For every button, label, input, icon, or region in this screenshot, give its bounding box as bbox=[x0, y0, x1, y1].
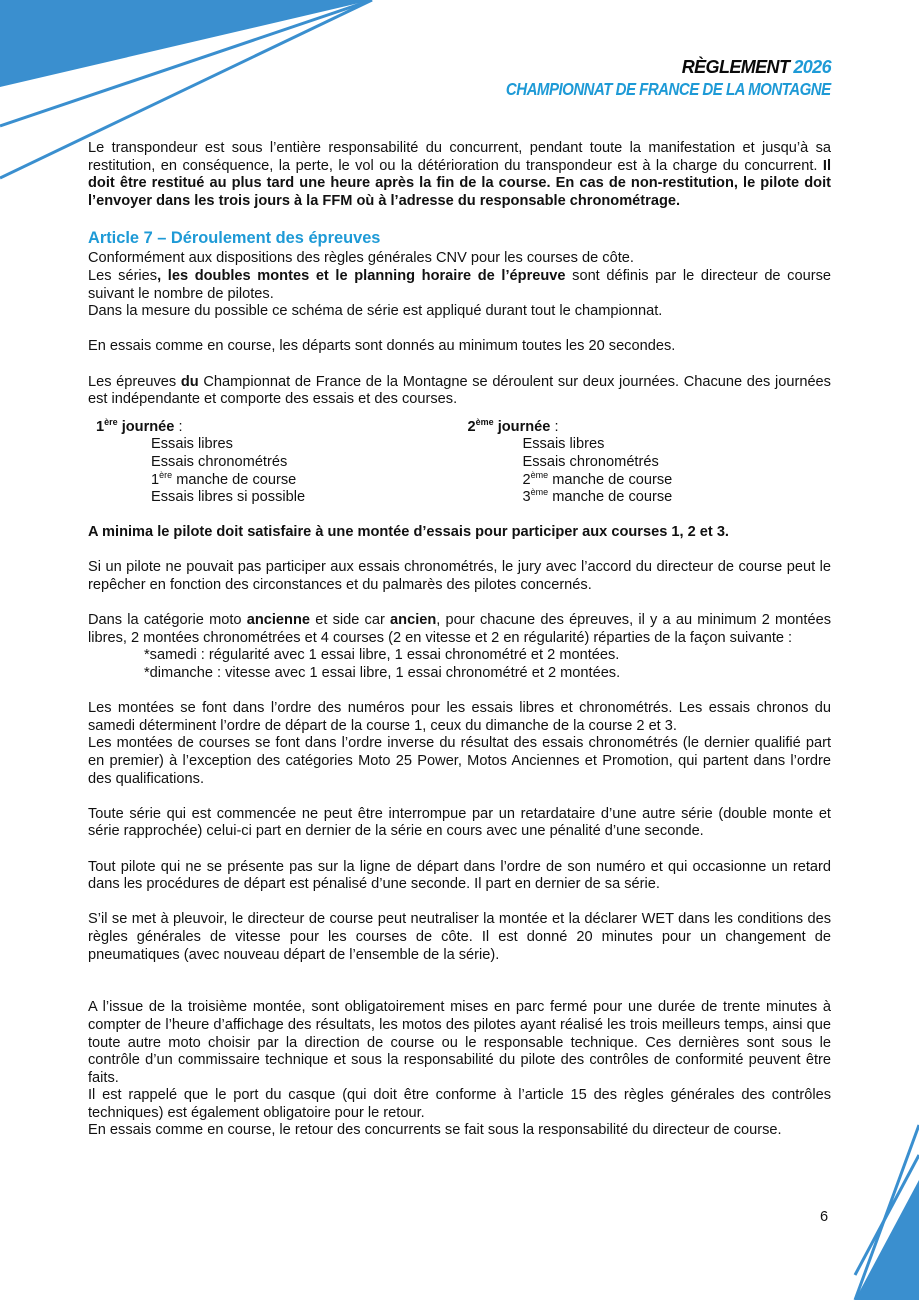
ordinal-suffix: ère bbox=[159, 469, 173, 480]
day-item bbox=[460, 469, 832, 490]
bottom-right-decoration bbox=[850, 1120, 919, 1300]
ordinal-suffix: ème bbox=[475, 416, 494, 427]
paragraph-series bbox=[88, 268, 831, 303]
ordinal-suffix: ère bbox=[104, 416, 118, 427]
document-body bbox=[88, 140, 831, 1140]
day-item: Essais chronométrés bbox=[151, 453, 288, 470]
text: et side car bbox=[310, 612, 391, 629]
header-title-year: 2026 bbox=[793, 57, 831, 77]
text: Dans la catégorie moto bbox=[88, 612, 247, 629]
paragraph-ordre-courses: Les montées de courses se font dans l’ordre inverse du résultat des essais chronométrés (le dernier qualifié part en premier) à l’exception des catégories Moto 25 Power, Motos Anciennes et Promotion, qui partent dans l’ordre des qualifications. bbox=[88, 735, 831, 787]
paragraph-ancienne bbox=[88, 612, 831, 647]
paragraph-epreuves bbox=[88, 374, 831, 409]
paragraph-schema: Dans la mesure du possible ce schéma de série est appliqué durant tout le championnat. bbox=[88, 303, 663, 320]
decoration-triangle bbox=[855, 1180, 919, 1300]
day-item bbox=[88, 469, 460, 490]
bold-text: ancienne bbox=[246, 612, 310, 629]
paragraph-serie: Toute série qui est commencée ne peut être interrompue par un retardataire d’une autre série (double monte et série rapprochée) celui-ci part en dernier de la série en cours avec une pénalité d’une seconde. bbox=[88, 805, 831, 840]
ordinal-suffix: ème bbox=[530, 469, 549, 480]
bold-text: , les doubles montes et le planning horaire de l’épreuve bbox=[157, 267, 566, 284]
day-item: Essais libres bbox=[151, 436, 233, 453]
day-item bbox=[460, 489, 832, 507]
bold-text: du bbox=[180, 373, 199, 390]
paragraph-repechage: Si un pilote ne pouvait pas participer aux essais chronométrés, le jury avec l’accord du directeur de course peut le repêcher en fonction des circonstances et du palmarès des pilotes concernés. bbox=[88, 559, 831, 594]
item-text: manche de course bbox=[548, 471, 673, 488]
paragraph-casque: Il est rappelé que le port du casque (qui doit être conforme à l’article 15 des règles générales des contrôles techniques) est également obligatoire pour le retour. bbox=[88, 1087, 831, 1121]
ordinal-number: 3 bbox=[522, 489, 531, 506]
paragraph-retard: Tout pilote qui ne se présente pas sur la ligne de départ dans l’ordre de son numéro et qui occasionne un retard dans les procédures de départ est pénalisé d’une seconde. Il part en dernier de sa série. bbox=[88, 858, 831, 893]
day-item: Essais chronométrés bbox=[522, 453, 659, 470]
day-number: 2 bbox=[467, 418, 476, 435]
page-number: 6 bbox=[820, 1209, 829, 1225]
day-heading bbox=[88, 416, 460, 437]
intro-paragraph bbox=[88, 140, 831, 210]
intro-text: Le transpondeur est sous l’entière responsabilité du concurrent, pendant toute la manifestation et jusqu’à sa restitution, en conséquence, la perte, le vol ou la détérioration du transpondeur est à la charge du concurrent. bbox=[88, 140, 831, 174]
paragraph-cnv: Conformément aux dispositions des règles générales CNV pour les courses de côte. bbox=[88, 250, 634, 267]
document-header bbox=[453, 56, 831, 100]
text: Les séries bbox=[88, 267, 158, 284]
day-label: journée bbox=[117, 418, 175, 435]
ordinal-suffix: ème bbox=[530, 487, 549, 498]
paragraph-dimanche: *dimanche : vitesse avec 1 essai libre, 1 essai chronométré et 2 montées. bbox=[144, 665, 621, 682]
item-text: manche de course bbox=[548, 489, 673, 506]
text: Championnat de France de la Montagne se déroulent sur deux journées. Chacune des journées est indépendante et comporte des essais et des courses. bbox=[88, 373, 831, 408]
bold-text: ancien bbox=[390, 612, 437, 629]
paragraph-minima bbox=[88, 524, 831, 542]
item-text: manche de course bbox=[172, 471, 297, 488]
paragraph-departs: En essais comme en course, les départs sont donnés au minimum toutes les 20 secondes. bbox=[88, 338, 676, 355]
day-column-2 bbox=[460, 416, 832, 507]
header-title-word: RÈGLEMENT bbox=[681, 57, 790, 77]
header-subtitle: CHAMPIONNAT DE FRANCE DE LA MONTAGNE bbox=[506, 79, 831, 99]
colon: : bbox=[174, 418, 183, 435]
day-schedule bbox=[88, 416, 831, 507]
paragraph-samedi: *samedi : régularité avec 1 essai libre, 1 essai chronométré et 2 montées. bbox=[144, 647, 620, 664]
day-label: journée bbox=[493, 418, 551, 435]
paragraph-pluie: S’il se met à pleuvoir, le directeur de course peut neutraliser la montée et la déclarer WET dans les conditions des règles générales de vitesse pour les courses de côte. Il est donné 20 minutes pour un changement de pneumatiques (avec nouveau départ de l’ensemble de la série). bbox=[88, 911, 831, 963]
paragraph-ordre-essais: Les montées se font dans l’ordre des numéros pour les essais libres et chronométrés. Les essais chronos du samedi déterminent l’ordre de départ de la course 1, ceux du dimanche de la course 2 et 3. bbox=[88, 700, 831, 734]
paragraph-parc-ferme: A l’issue de la troisième montée, sont obligatoirement mises en parc fermé pour une durée de trente minutes à compter de l’heure d’affichage des résultats, les motos des pilotes ayant réalisé les trois meilleurs temps, ainsi que toute autre moto choisir par la direction de course ou le responsable technique. Ces dernières sont sous le contrôle d’un commissaire technique et sous la responsabilité du pilote des contrôles de conformité peuvent être faits. bbox=[88, 999, 831, 1086]
day-item: Essais libres bbox=[522, 436, 605, 453]
day-column-1 bbox=[88, 416, 460, 507]
intro-bold-text: Il doit être restitué au plus tard une heure après la fin de la course. En cas de non-restitution, le pilote doit l’envoyer dans les trois jours à la FFM où à l’adresse du responsable chronométrage. bbox=[88, 157, 831, 209]
header-title bbox=[453, 56, 831, 78]
text: sont définis par le directeur de course suivant le nombre de pilotes. bbox=[88, 267, 831, 302]
decoration-triangle bbox=[0, 0, 372, 87]
text: , pour chacune des épreuves, il y a au minimum 2 montées libres, 2 montées chronométrées et 4 courses (2 en vitesse et 2 en régularité) réparties de la façon suivante : bbox=[88, 612, 831, 646]
bold-text: A minima le pilote doit satisfaire à une montée d’essais pour participer aux courses 1, 2 et 3. bbox=[88, 524, 729, 541]
article-title: Article 7 – Déroulement des épreuves bbox=[88, 229, 381, 248]
day-item: Essais libres si possible bbox=[151, 489, 306, 506]
colon: : bbox=[550, 418, 559, 435]
paragraph-retour: En essais comme en course, le retour des concurrents se fait sous la responsabilité du directeur de course. bbox=[88, 1122, 782, 1139]
ordinal-number: 2 bbox=[522, 471, 531, 488]
ordinal-number: 1 bbox=[151, 471, 160, 488]
day-number: 1 bbox=[96, 418, 105, 435]
text: Les épreuves bbox=[88, 373, 181, 390]
day-heading bbox=[460, 416, 832, 437]
